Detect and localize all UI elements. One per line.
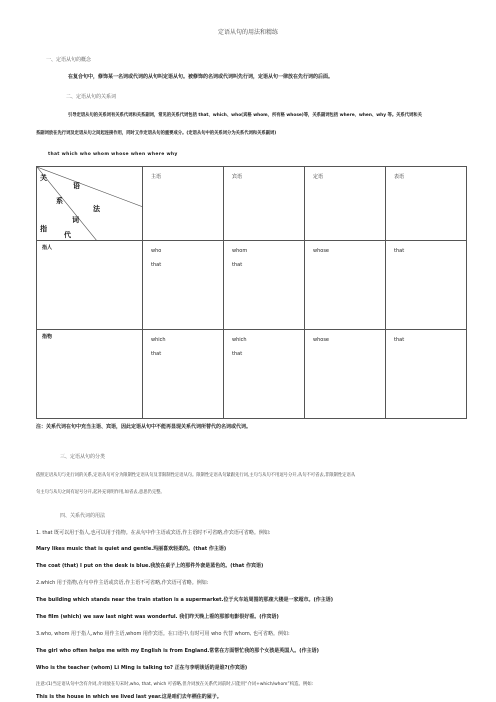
section-2-text-line1: 引导定语从句的关系词有关系代词和关系副词，常见的关系代词包括 that、which、who(宾格 whom，所有格 whose)等，关系副词包括 where、when、why 等。关系代词和关 (68, 113, 422, 118)
diagonal-lines (37, 167, 143, 241)
section-heading-4: 四、关系代词的用法 (60, 513, 106, 519)
example-sentence: Who is the teacher (whom) Li Ming is talking to? 正在与李明谈话的是谁?(作宾语) (36, 665, 248, 671)
section-2-text-line2: 系副词放在先行词及定语从句之间起连接作用，同时又作定语从句的重要成分。(定语从句中的关系词分为关系代词和关系副词) (36, 131, 277, 136)
section-3-text-line1: 依照定语从句与先行词的关系,定语从句可分为限制性定语从句及非限制性定语从句。限制性定语从句紧跟先行词,主句与从句不用逗号分开,从句不可省去,非限制性定语从 (36, 473, 356, 478)
cell-thing-attributive: whose (305, 330, 386, 419)
cell-thing-object: which that (224, 330, 305, 419)
header-subject: 主语 (143, 167, 224, 241)
usage-note: 注意:(1)当定语从句中含有介词,介词放在句末时,who, that, which 可省略,但介词放在关系代词前时,只能用“介词+which/whom”构造。例如: (36, 682, 314, 687)
section-heading-2: 二、定语从句的关系词 (66, 94, 117, 100)
header-object: 宾语 (224, 167, 305, 241)
example-sentence: The coat (that) I put on the desk is blue.我放在桌子上的那件外套是蓝色的。(that 作宾语) (36, 563, 264, 569)
cell-thing-subject: which that (143, 330, 224, 419)
header-predicative: 表语 (386, 167, 467, 241)
corner-word-4: 法 (93, 205, 100, 213)
corner-word-2: 语 (73, 182, 80, 190)
corner-word-7: 代 (64, 231, 71, 239)
cell-thing-predicative: that (386, 330, 467, 419)
row-label-person: 指人 (37, 241, 143, 330)
example-sentence: The building which stands near the train station is a supermarket.位于火车站周围的那座大楼是一家超市。(作主语) (36, 597, 334, 603)
corner-word-5: 词 (72, 216, 79, 224)
section-1-text: 在复合句中，修饰某一名词或代词的从句叫定语从句。被修饰的名词或代词叫先行词，定语从句一律放在先行词的后面。 (68, 74, 334, 80)
corner-word-3: 系 (56, 197, 63, 205)
relative-pronoun-table (36, 166, 467, 419)
usage-item-that: 1. that 既可以用于指人,也可以用于指物。在从句中作主语或宾语,作主语时不可省略,作宾语可省略。例如: (36, 530, 271, 536)
example-sentence: The film (which) we saw last night was wonderful. 我们昨天晚上看的那部电影很好看。(作宾语) (36, 614, 279, 620)
section-heading-1: 一、定语从句的概念 (46, 57, 92, 63)
example-sentence: Mary likes music that is quiet and gentle.玛丽喜欢轻柔的。(that 作主语) (36, 546, 227, 552)
cell-person-attributive: whose (305, 241, 386, 330)
example-sentence: This is the house in which we lived last year.这是咱们去年栖住的屋子。 (36, 694, 222, 700)
relative-word-list: that which who whom whose when where why (48, 152, 178, 157)
usage-item-which: 2.which 用于指物,在句中作主语或宾语,作主语不可省略,作宾语可省略。例如: (36, 580, 209, 586)
corner-word-6: 指 (40, 225, 47, 233)
row-label-thing: 指物 (37, 330, 143, 419)
table-note: 注：关系代词在句中充当主语、宾语，因此定语从句中不能再显现关系代词所替代的名词或代词。 (36, 424, 252, 430)
corner-word-1: 关 (40, 174, 47, 182)
cell-person-object: whom that (224, 241, 305, 330)
doc-title: 定语从句的用法和精练 (217, 29, 278, 36)
section-3-text-line2: 句主句与从句之间有逗号分开,起补充说明作用,如省去,意思仍完整。 (36, 490, 165, 495)
header-attributive: 定语 (305, 167, 386, 241)
usage-item-who-whom: 3.who, whom 用于指人,who 用作主语,whom 用作宾语。在口语中,有时可用 who 代替 whom, 也可省略。例如: (36, 631, 290, 637)
table-corner-cell (37, 167, 143, 241)
cell-person-subject: who that (143, 241, 224, 330)
section-heading-3: 三、定语从句的分类 (60, 454, 106, 460)
cell-person-predicative: that (386, 241, 467, 330)
example-sentence: The girl who often helps me with my English is from England.常常在方面帮忙我的那个女孩是英国人。(作主语) (36, 648, 319, 654)
